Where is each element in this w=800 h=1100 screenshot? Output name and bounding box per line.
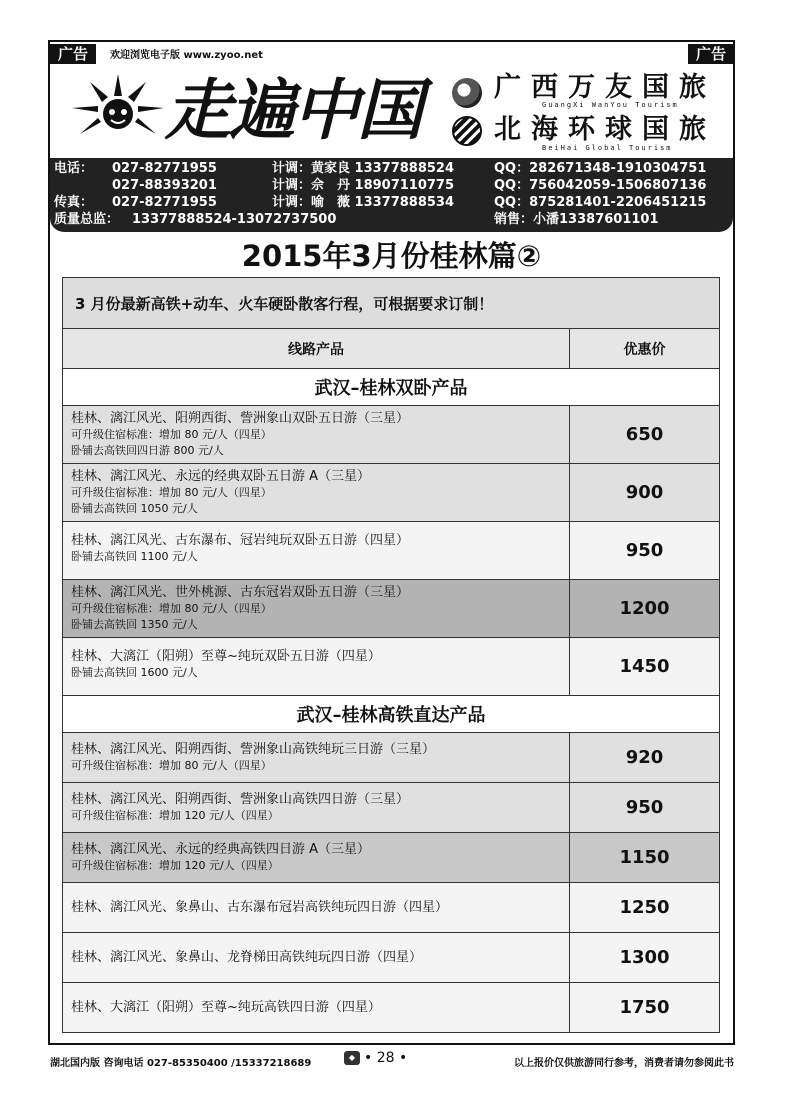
tel-2: 027-88393201 bbox=[112, 178, 217, 193]
table-row bbox=[63, 637, 719, 695]
route-note: 可升级住宿标准：增加 80 元/人（四星） bbox=[71, 486, 272, 499]
price-cell: 950 bbox=[625, 797, 664, 818]
welcome-text: 欢迎浏览电子版 www.zyoo.net bbox=[110, 50, 263, 61]
price-cell: 1250 bbox=[619, 897, 670, 918]
route-note: 卧铺去高铁回 1050 元/人 bbox=[71, 502, 198, 515]
price-cell: 950 bbox=[625, 540, 664, 561]
footer-edition: 湖北国内版 咨询电话 027-85350400 /15337218689 bbox=[50, 1058, 312, 1069]
table-row bbox=[63, 405, 719, 463]
route-name: 桂林、漓江风光、阳朔西街、訾洲象山双卧五日游（三星） bbox=[71, 411, 410, 426]
table-intro: 3 月份最新高铁+动车、火车硬卧散客行程，可根据要求订制！ bbox=[63, 278, 719, 328]
brand2-name: 北海环球国旅 bbox=[494, 114, 716, 145]
table-row bbox=[63, 521, 719, 579]
route-note: 可升级住宿标准：增加 80 元/人（四星） bbox=[71, 759, 272, 772]
table-row bbox=[63, 932, 719, 982]
operator-3: 计调：喻 薇 13377888534 bbox=[272, 195, 455, 210]
ad-label-right: 广告 bbox=[688, 44, 734, 64]
issue-title: 2015年3月份桂林篇② bbox=[241, 239, 542, 273]
table-row bbox=[63, 579, 719, 637]
route-name: 桂林、漓江风光、古东瀑布、冠岩纯玩双卧五日游（四星） bbox=[71, 533, 410, 548]
route-cell bbox=[63, 638, 570, 695]
footer-disclaimer: 以上报价仅供旅游同行参考，消费者请勿参阅此书 bbox=[514, 1058, 734, 1069]
qq-1: QQ：282671348-1910304751 bbox=[494, 161, 707, 176]
operator-1: 计调：黄家良 13377888524 bbox=[272, 161, 455, 176]
route-name: 桂林、漓江风光、象鼻山、龙脊梯田高铁纯玩四日游（四星） bbox=[71, 950, 423, 965]
route-name: 桂林、漓江风光、世外桃源、古东冠岩双卧五日游（三星） bbox=[71, 585, 410, 600]
route-cell bbox=[63, 406, 570, 463]
route-cell bbox=[63, 522, 570, 579]
price-table bbox=[62, 277, 720, 1033]
route-cell bbox=[63, 883, 570, 932]
route-cell bbox=[63, 983, 570, 1032]
logo-banner bbox=[50, 66, 733, 158]
route-note: 可升级住宿标准：增加 80 元/人（四星） bbox=[71, 428, 272, 441]
footer-page-number bbox=[344, 1050, 407, 1066]
price-cell: 1750 bbox=[619, 997, 670, 1018]
brand2-subtitle: BeiHai Global Tourism bbox=[542, 144, 673, 152]
brand1-name: 广西万友国旅 bbox=[494, 72, 716, 103]
route-name: 桂林、大漓江（阳朔）至尊~纯玩双卧五日游（四星） bbox=[71, 649, 381, 664]
table-row bbox=[63, 732, 719, 782]
quality-label: 质量总监： bbox=[54, 212, 120, 227]
route-name: 桂林、漓江风光、象鼻山、古东瀑布冠岩高铁纯玩四日游（四星） bbox=[71, 900, 449, 915]
fax-number: 027-82771955 bbox=[112, 195, 217, 210]
logo-title: 走遍中国 bbox=[165, 71, 421, 149]
route-name: 桂林、漓江风光、阳朔西街、訾洲象山高铁纯玩三日游（三星） bbox=[71, 742, 436, 757]
table-row bbox=[63, 882, 719, 932]
ad-label-left: 广告 bbox=[50, 44, 96, 64]
route-note: 卧铺去高铁回 1350 元/人 bbox=[71, 618, 198, 631]
tel-1: 027-82771955 bbox=[112, 161, 217, 176]
operator-2: 计调：佘 丹 18907110775 bbox=[272, 178, 455, 193]
price-cell: 1200 bbox=[619, 598, 670, 619]
qq-3: QQ：875281401-2206451215 bbox=[494, 195, 707, 210]
route-cell bbox=[63, 933, 570, 982]
route-name: 桂林、大漓江（阳朔）至尊~纯玩高铁四日游（四星） bbox=[71, 1000, 381, 1015]
page-number: • 28 • bbox=[364, 1050, 408, 1066]
qq-2: QQ：756042059-1506807136 bbox=[494, 178, 707, 193]
route-cell bbox=[63, 464, 570, 521]
route-name: 桂林、漓江风光、永远的经典高铁四日游 A（三星） bbox=[71, 842, 371, 857]
route-name: 桂林、漓江风光、阳朔西街、訾洲象山高铁四日游（三星） bbox=[71, 792, 410, 807]
table-row bbox=[63, 782, 719, 832]
route-note: 卧铺去高铁回 1600 元/人 bbox=[71, 666, 198, 679]
route-cell bbox=[63, 783, 570, 832]
route-note: 卧铺去高铁回 1100 元/人 bbox=[71, 550, 198, 563]
route-cell bbox=[63, 733, 570, 782]
section-title-sleeper: 武汉–桂林双卧产品 bbox=[63, 368, 719, 405]
route-cell bbox=[63, 580, 570, 637]
route-note: 可升级住宿标准：增加 120 元/人（四星） bbox=[71, 809, 279, 822]
col-price-header: 优惠价 bbox=[623, 341, 666, 358]
col-route-header: 线路产品 bbox=[63, 329, 570, 368]
sun-logo-icon bbox=[68, 72, 168, 152]
route-note: 可升级住宿标准：增加 80 元/人（四星） bbox=[71, 602, 272, 615]
price-cell: 900 bbox=[625, 482, 664, 503]
route-note: 卧铺去高铁回四日游 800 元/人 bbox=[71, 444, 224, 457]
price-cell: 1450 bbox=[619, 656, 670, 677]
page-badge-icon: ◆ bbox=[344, 1051, 360, 1065]
quality-number: 13377888524-13072737500 bbox=[132, 212, 337, 227]
contact-bar bbox=[50, 158, 733, 232]
table-header bbox=[63, 328, 719, 368]
table-row bbox=[63, 832, 719, 882]
section-title-highspeed: 武汉–桂林高铁直达产品 bbox=[63, 695, 719, 732]
price-cell: 920 bbox=[625, 747, 664, 768]
brand1-subtitle: GuangXi WanYou Tourism bbox=[542, 101, 679, 109]
route-cell bbox=[63, 833, 570, 882]
price-cell: 650 bbox=[625, 424, 664, 445]
price-cell: 1300 bbox=[619, 947, 670, 968]
tel-label: 电话： bbox=[54, 161, 94, 176]
price-cell: 1150 bbox=[619, 847, 670, 868]
route-name: 桂林、漓江风光、永远的经典双卧五日游 A（三星） bbox=[71, 469, 371, 484]
brand1-emblem-icon bbox=[452, 78, 482, 108]
sales-contact: 销售：小潘13387601101 bbox=[494, 212, 659, 227]
route-note: 可升级住宿标准：增加 120 元/人（四星） bbox=[71, 859, 279, 872]
fax-label: 传真： bbox=[54, 195, 94, 210]
table-row bbox=[63, 982, 719, 1032]
table-row bbox=[63, 463, 719, 521]
brand2-emblem-icon bbox=[452, 116, 482, 146]
